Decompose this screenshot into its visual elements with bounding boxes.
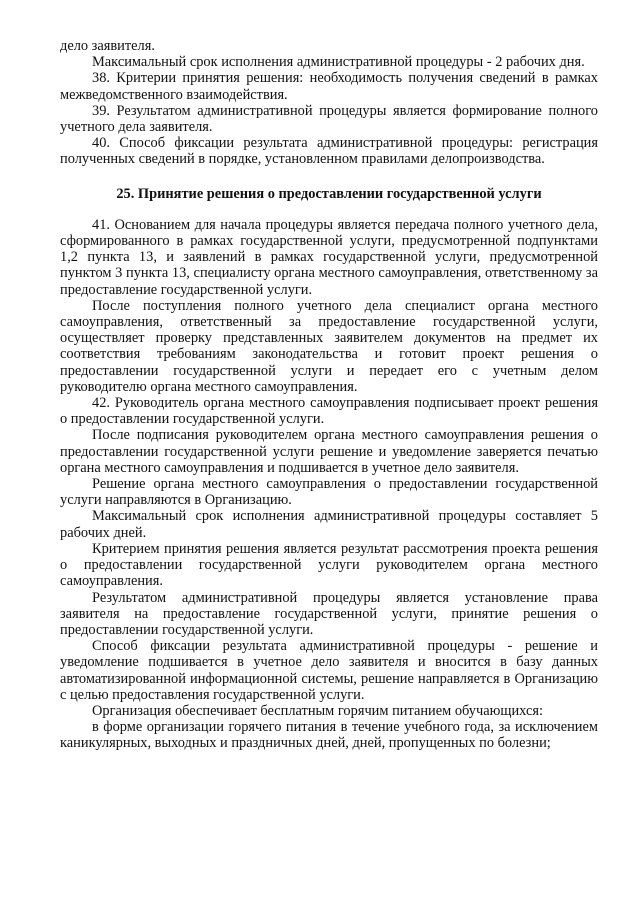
paragraph-meal-form: в форме организации горячего питания в течение учебного года, за исключением каникулярных, выходных и праздничных дней, дней, пропущенных по болезни; (60, 719, 598, 752)
paragraph-39: 39. Результатом административной процедуры является формирование полного учетного дела заявителя. (60, 102, 598, 136)
paragraph-criterion: Критерием принятия решения является результат рассмотрения проекта решения о предоставлении государственной услуги руководителем органа местного самоуправления. (60, 540, 598, 590)
section-heading-25: 25. Принятие решения о предоставлении государственной услуги (116, 185, 542, 202)
paragraph-38: 38. Критерии принятия решения: необходимость получения сведений в рамках межведомственного взаимодействия. (60, 70, 598, 103)
paragraph-decision-sent: Решение органа местного самоуправления о предоставлении государственной услуги направляются в Организацию. (60, 476, 598, 509)
paragraph-after-signing: После подписания руководителем органа местного самоуправления решения о предоставлении государственной услуги решение и уведомление заверяется печатью органа местного самоуправления и подшивается в учетное дело заявителя. (60, 427, 598, 476)
paragraph-free-meals: Организация обеспечивает бесплатным горячим питанием обучающихся: (92, 702, 543, 719)
paragraph-42: 42. Руководитель органа местного самоуправления подписывает проект решения о предоставлении государственной услуги. (60, 395, 598, 428)
paragraph-fixation-method: Способ фиксации результата административной процедуры - решение и уведомление подшивается в учетное дело заявителя и вносится в базу данных автоматизированной информационной системы, решение направляется в Организацию с целью предоставления государственной услуги. (60, 638, 598, 703)
paragraph-continuation: дело заявителя. (60, 38, 155, 54)
paragraph-max-term-5-days: Максимальный срок исполнения административной процедуры составляет 5 рабочих дней. (60, 508, 598, 541)
paragraph-max-term-2-days: Максимальный срок исполнения административной процедуры - 2 рабочих дня. (92, 54, 585, 71)
paragraph-after-receipt: После поступления полного учетного дела специалист органа местного самоуправления, ответственный за предоставление государственной услуги, осуществляет проверку представленных заявителем документов на предмет их соответствия требованиям законодательства и готовит проект решения о предоставлении государственной услуги и передает его с учетным делом руководителю органа местного самоуправления. (60, 297, 598, 395)
document-page (60, 38, 598, 752)
paragraph-40: 40. Способ фиксации результата административной процедуры: регистрация полученных сведений в порядке, установленном правилами делопроизводства. (60, 135, 598, 168)
paragraph-result: Результатом административной процедуры является установление права заявителя на предоставление государственной услуги, принятие решения о предоставлении государственной услуги. (60, 589, 598, 638)
paragraph-41: 41. Основанием для начала процедуры является передача полного учетного дела, сформированного в рамках государственной услуги, предусмотренной подпунктами 1,2 пункта 13, и заявлений в рамках государственной услуги, предусмотренной пунктом 3 пункта 13, специалисту органа местного самоуправления, ответственному за предоставление государственной услуги. (60, 216, 598, 298)
